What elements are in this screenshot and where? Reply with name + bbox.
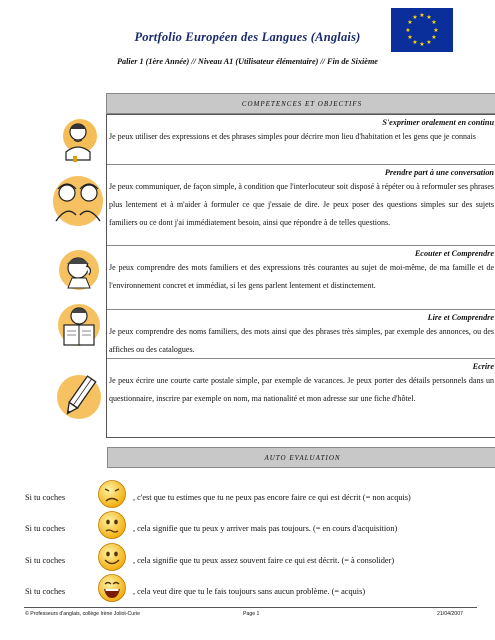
svg-text:★: ★ [407, 19, 413, 26]
auto-evaluation-heading: AUTO EVALUATION [107, 447, 495, 468]
svg-text:★: ★ [412, 14, 418, 21]
evaluation-lead: Si tu coches [25, 524, 66, 533]
conversation-icon [52, 173, 104, 234]
svg-text:★: ★ [412, 39, 418, 46]
svg-text:★: ★ [433, 27, 439, 34]
svg-text:★: ★ [419, 41, 425, 48]
eu-flag-icon [391, 8, 453, 52]
speaking-person-icon [58, 118, 104, 169]
competence-row-listening [107, 246, 495, 310]
footer-date: 21/04/2007 [437, 611, 463, 617]
evaluation-description: , cela veut dire que tu le fais toujours sans aucun problème. (= acquis) [133, 587, 366, 596]
svg-text:★: ★ [419, 12, 425, 19]
evaluation-lead: Si tu coches [25, 493, 66, 502]
competence-title: Prendre part à une conversation [384, 168, 494, 177]
footer-copyright: © Professeurs d'anglais, collège Irène Joliot-Curie [25, 611, 140, 617]
smiling-smiley-icon [97, 542, 127, 572]
document-subtitle: Palier 1 (1ère Année) // Niveau A1 (Utilisateur élémentaire) // Fin de Sixième [117, 57, 378, 66]
evaluation-lead: Si tu coches [25, 587, 66, 596]
evaluation-description: , c'est que tu estimes que tu ne peux pas encore faire ce qui est décrit (= non acquis) [133, 493, 411, 502]
competence-description: Je peux comprendre des mots familiers et des expressions très courantes au sujet de moi-même, de ma famille et de l'environnement concret et immédiat, si les gens parlent lentement et distinctement. [109, 263, 494, 290]
evaluation-lead: Si tu coches [25, 556, 66, 565]
evaluation-description: , cela signifie que tu peux y arriver mais pas toujours. (= en cours d'acquisition) [133, 524, 398, 533]
pencil-icon [55, 373, 103, 428]
svg-text:★: ★ [407, 34, 413, 41]
svg-text:★: ★ [431, 34, 437, 41]
competence-row-conversation [107, 165, 495, 246]
evaluation-description: , cela signifie que tu peux assez souvent faire ce qui est décrit. (= à consolider) [133, 556, 395, 565]
competence-row-speaking [107, 115, 495, 165]
competence-row-writing [107, 359, 495, 437]
svg-text:★: ★ [426, 14, 432, 21]
sad-smiley-icon [97, 479, 127, 509]
footer-divider [24, 607, 477, 608]
worried-smiley-icon [97, 510, 127, 540]
competence-description: Je peux comprendre des noms familiers, des mots ainsi que des phrases très simples, par exemple des annonces, ou des affiches ou des catalogues. [109, 327, 494, 354]
laughing-smiley-icon [97, 573, 127, 603]
competence-description: Je peux écrire une courte carte postale simple, par exemple de vacances. Je peux porter des détails personnels dans un questionnaire, inscrire par exemple on nom, ma nationalité et mon adresse sur une fiche d'hôtel. [109, 376, 494, 403]
footer-page-number: Page 1 [243, 611, 260, 617]
competence-title: Lire et Comprendre [427, 313, 494, 322]
competence-title: Ecrire [472, 362, 494, 371]
competence-description: Je peux communiquer, de façon simple, à condition que l'interlocuteur soit disposé à répéter ou à reformuler ses phrases plus lentement et à m'aider à formuler ce que j'essaie de dire. Je peux poser des questions simples sur des sujets familiers ou ce dont j'ai immédiatement besoin, ainsi que répondre à de telles questions. [109, 182, 494, 227]
svg-text:★: ★ [426, 39, 432, 46]
competences-heading: COMPETENCES ET OBJECTIFS [106, 93, 495, 114]
competence-row-reading [107, 310, 495, 359]
reading-icon [56, 303, 102, 356]
svg-text:★: ★ [431, 19, 437, 26]
competence-title: Ecouter et Comprendre [414, 249, 494, 258]
competences-table [106, 114, 495, 438]
document-title: Portfolio Européen des Langues (Anglais) [134, 30, 361, 44]
competence-description: Je peux utiliser des expressions et des phrases simples pour décrire mon lieu d'habitation et les gens que je connais [109, 132, 476, 141]
competence-title: S'exprimer oralement en continu [382, 118, 494, 127]
listening-icon [58, 248, 100, 297]
svg-text:★: ★ [405, 27, 411, 34]
